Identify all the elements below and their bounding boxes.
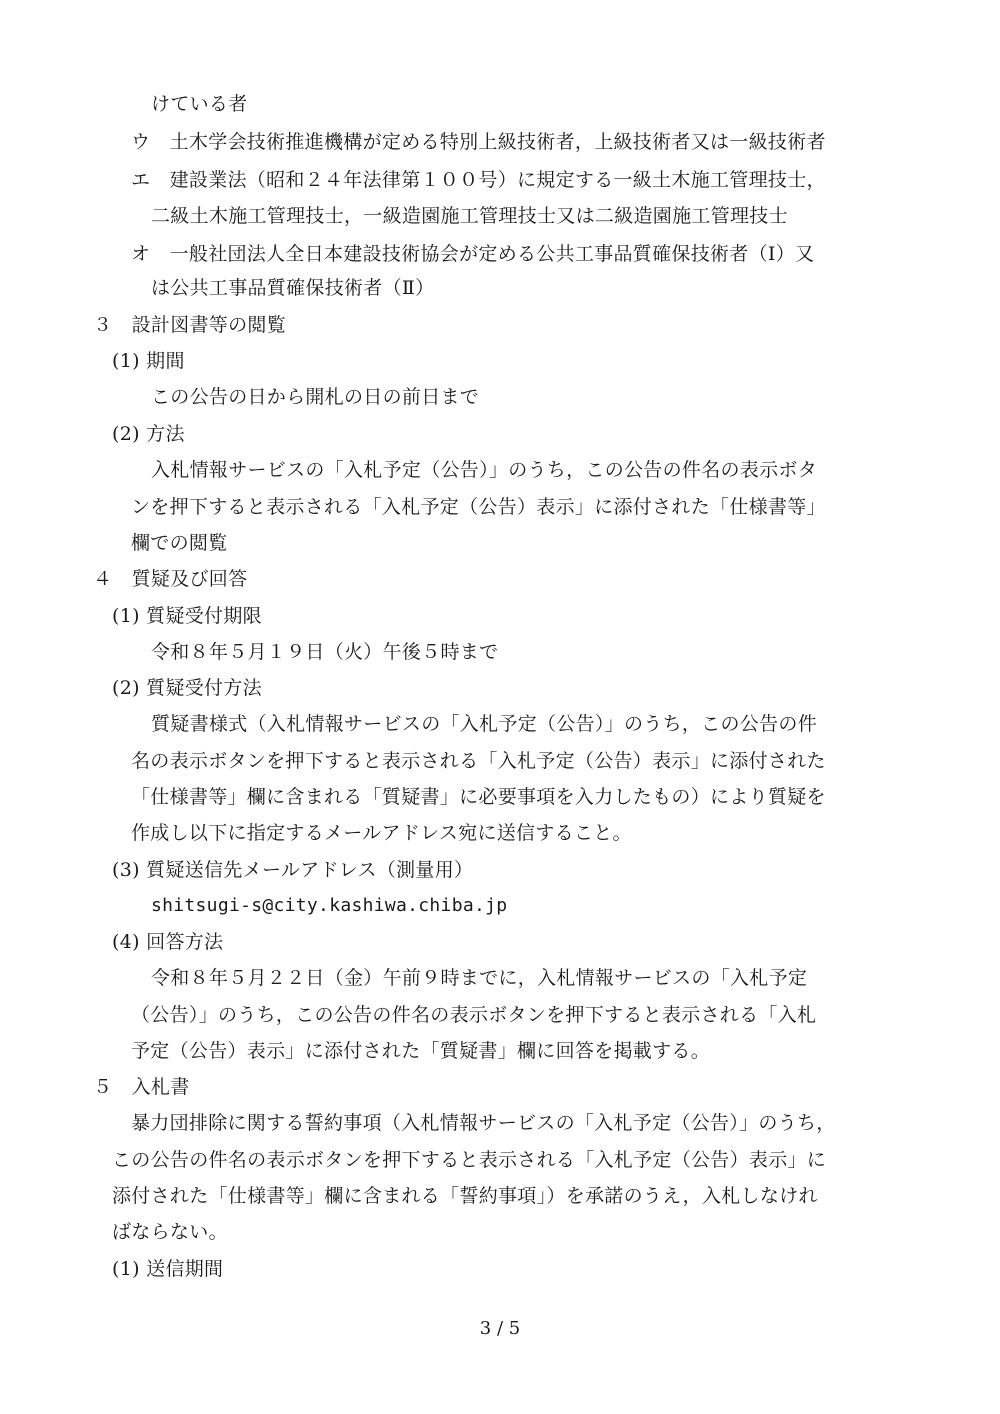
section-heading: ５ 入札書: [93, 1076, 190, 1098]
text-line: ンを押下すると表示される「入札予定（公告）表示」に添付された「仕様書等」: [131, 496, 826, 518]
text-line: （公告）」のうち，この公告の件名の表示ボタンを押下すると表示される「入札: [131, 1004, 817, 1026]
text-line: 二級土木施工管理技士，一級造園施工管理技士又は二級造園施工管理技士: [151, 205, 788, 227]
section-heading: ３ 設計図書等の閲覧: [93, 314, 287, 336]
subsection-heading: (3) 質疑送信先メールアドレス（測量用）: [112, 859, 474, 881]
subsection-heading: (2) 質疑受付方法: [112, 677, 262, 699]
text-line: は公共工事品質確保技術者（Ⅱ）: [151, 277, 435, 299]
text-line: 「仕様書等」欄に含まれる「質疑書」に必要事項を入力したもの）により質疑を: [131, 786, 826, 808]
text-line: この公告の件名の表示ボタンを押下すると表示される「入札予定（公告）表示」に: [112, 1149, 827, 1171]
subsection-heading: (1) 質疑受付期限: [112, 605, 262, 627]
subsection-heading: (4) 回答方法: [112, 931, 224, 953]
text-line: 欄での閲覧: [131, 532, 228, 554]
text-line: 名の表示ボタンを押下すると表示される「入札予定（公告）表示」に添付された: [131, 750, 826, 772]
text-line: オ 一般社団法人全日本建設技術協会が定める公共工事品質確保技術者（Ⅰ）又: [131, 243, 815, 265]
text-line: 作成し以下に指定するメールアドレス宛に送信すること。: [131, 822, 632, 844]
text-line: 令和８年５月１９日（火）午後５時まで: [151, 641, 499, 663]
text-line: 入札情報サービスの「入札予定（公告）」のうち，この公告の件名の表示ボタ: [151, 459, 818, 481]
text-line: 令和８年５月２２日（金）午前９時までに，入札情報サービスの「入札予定: [151, 967, 808, 989]
section-heading: ４ 質疑及び回答: [93, 568, 248, 590]
page-number: 3 / 5: [479, 1318, 521, 1339]
text-line: ウ 土木学会技術推進機構が定める特別上級技術者，上級技術者又は一級技術者: [131, 131, 826, 153]
subsection-heading: (2) 方法: [112, 423, 185, 445]
text-line: 予定（公告）表示」に添付された「質疑書」欄に回答を掲載する。: [131, 1040, 711, 1062]
text-line: この公告の日から開札の日の前日まで: [151, 386, 480, 408]
subsection-heading: (1) 送信期間: [112, 1258, 224, 1280]
email-address: shitsugi-s@city.kashiwa.chiba.jp: [151, 895, 508, 916]
text-line: けている者: [151, 93, 248, 115]
text-line: 添付された「仕様書等」欄に含まれる「誓約事項」）を承諾のうえ，入札しなけれ: [112, 1185, 818, 1207]
text-line: 質疑書様式（入札情報サービスの「入札予定（公告）」のうち，この公告の件: [151, 713, 818, 735]
text-line: ばならない。: [112, 1221, 228, 1243]
text-line: 暴力団排除に関する誓約事項（入札情報サービスの「入札予定（公告）」のうち，: [131, 1112, 836, 1134]
text-line: エ 建設業法（昭和２４年法律第１００号）に規定する一級土木施工管理技士，: [131, 169, 826, 191]
subsection-heading: (1) 期間: [112, 350, 185, 372]
